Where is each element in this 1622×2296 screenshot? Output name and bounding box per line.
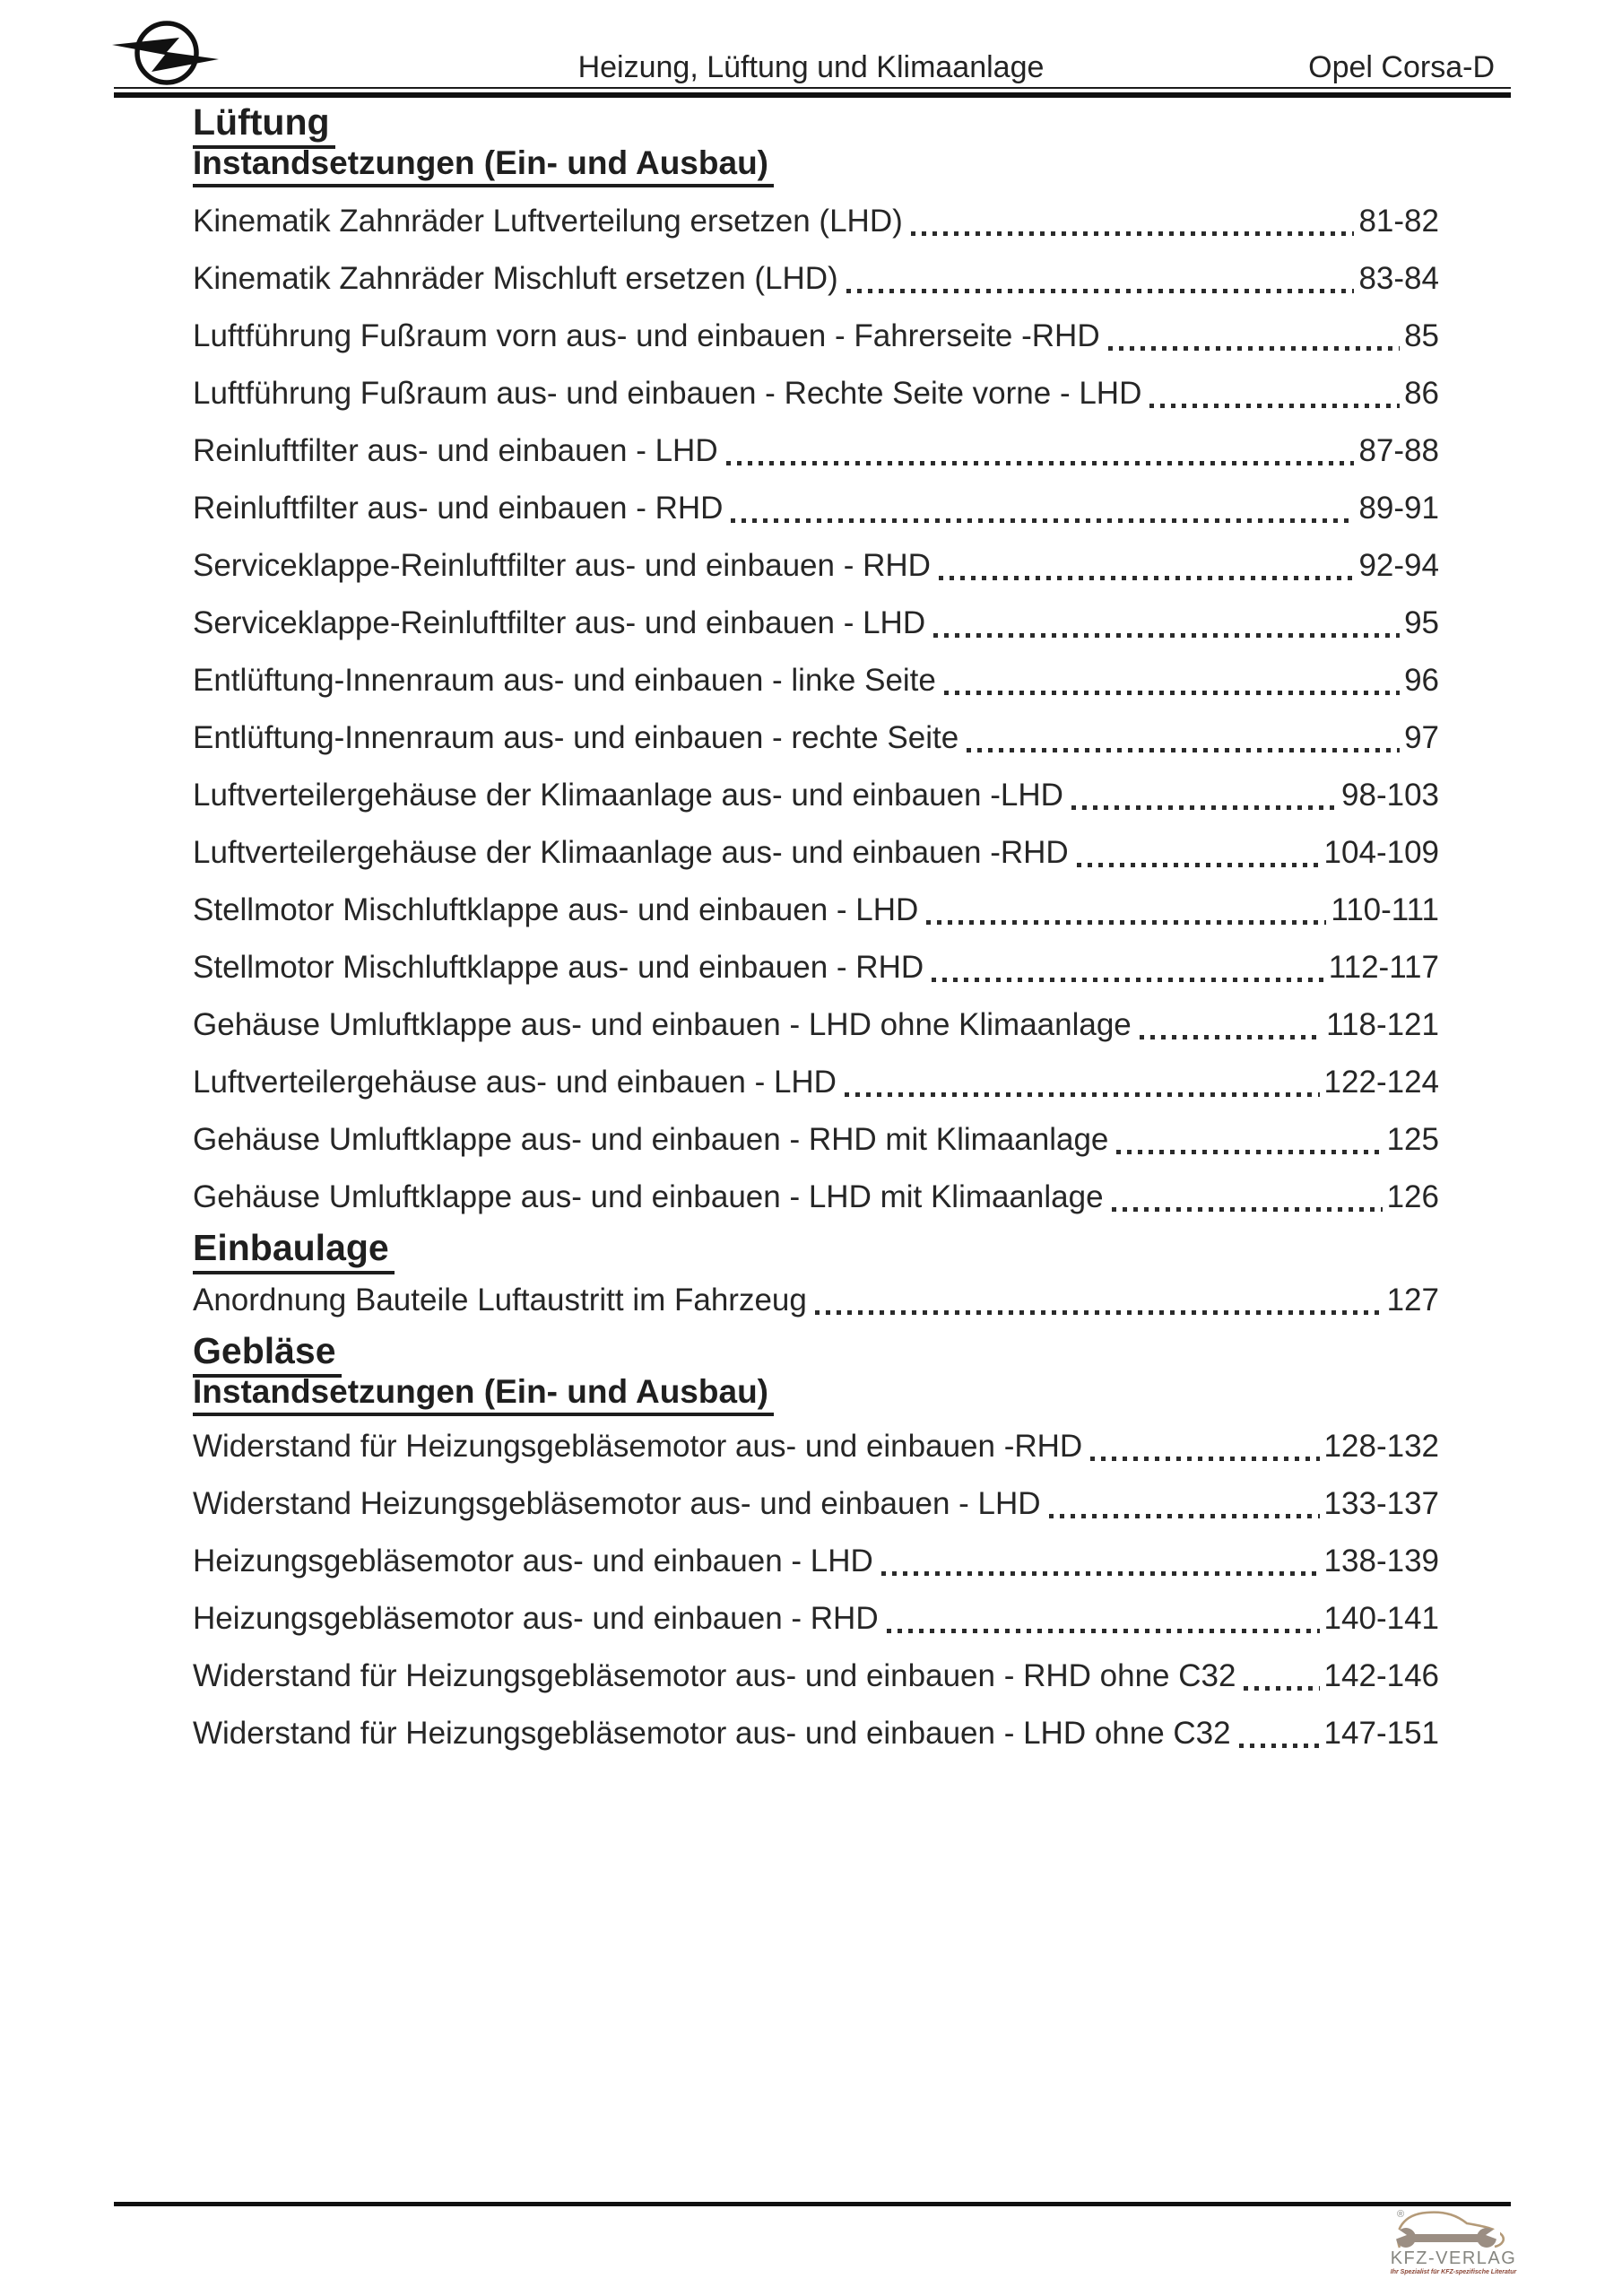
- toc-entry-pages: 126: [1386, 1179, 1439, 1214]
- toc-entry-pages: 127: [1386, 1283, 1439, 1318]
- toc-entry-title: Entlüftung-Innenraum aus- und einbauen - rechte Seite: [193, 720, 959, 755]
- dot-leader: [944, 691, 1400, 695]
- subsection-heading-text: Instandsetzungen (Ein- und Ausbau): [193, 144, 774, 187]
- toc-entry-title: Gehäuse Umluftklappe aus- und einbauen - LHD mit Klimaanlage: [193, 1179, 1104, 1214]
- dot-leader: [1244, 1686, 1319, 1691]
- header-chapter-title: Heizung, Lüftung und Klimaanlage: [577, 50, 1045, 84]
- dot-leader: [1071, 805, 1337, 810]
- toc-entry: [193, 1533, 1439, 1590]
- toc-entry: [193, 1648, 1439, 1705]
- dot-leader: [939, 576, 1355, 580]
- dot-leader: [1112, 1207, 1383, 1212]
- toc-entry-pages: 92-94: [1358, 548, 1439, 583]
- section-heading-einbaulage: [193, 1226, 1439, 1269]
- toc-entry-pages: 112-117: [1328, 950, 1439, 985]
- section-heading-text: Gebläse: [193, 1330, 342, 1378]
- toc-entry: [193, 1475, 1439, 1533]
- toc-entry: [193, 308, 1439, 365]
- toc-entry-title: Serviceklappe-Reinluftfilter aus- und einbauen - LHD: [193, 605, 926, 640]
- dot-leader: [1077, 863, 1320, 867]
- toc-entry-pages: 85: [1404, 318, 1439, 353]
- toc-entry-pages: 96: [1404, 663, 1439, 698]
- toc-list-lueftung: [193, 193, 1439, 1226]
- toc-entry: [193, 767, 1439, 824]
- dot-leader: [815, 1310, 1383, 1315]
- dot-leader: [926, 920, 1326, 925]
- toc-entry: [193, 193, 1439, 250]
- toc-entry-title: Kinematik Zahnräder Luftverteilung ersetzen (LHD): [193, 204, 903, 239]
- toc-entry-title: Widerstand Heizungsgebläsemotor aus- und einbauen - LHD: [193, 1486, 1041, 1521]
- dot-leader: [1140, 1035, 1322, 1039]
- dot-leader: [1239, 1744, 1320, 1748]
- toc-entry-title: Luftverteilergehäuse der Klimaanlage aus- und einbauen -RHD: [193, 835, 1069, 870]
- dot-leader: [1149, 404, 1400, 408]
- toc-entry-title: Gehäuse Umluftklappe aus- und einbauen - LHD ohne Klimaanlage: [193, 1007, 1132, 1042]
- toc-entry-pages: 118-121: [1326, 1007, 1439, 1042]
- toc-entry: [193, 365, 1439, 422]
- dot-leader: [881, 1571, 1320, 1576]
- toc-entry-pages: 97: [1404, 720, 1439, 755]
- toc-entry: [193, 1590, 1439, 1648]
- toc-entry-pages: 95: [1404, 605, 1439, 640]
- toc-entry: [193, 1418, 1439, 1475]
- registered-trademark-symbol: ®: [1397, 2209, 1405, 2220]
- toc-list-geblaese: [193, 1418, 1439, 1762]
- toc-entry-pages: 138-139: [1323, 1544, 1439, 1578]
- dot-leader: [846, 289, 1355, 293]
- toc-entry-title: Luftverteilergehäuse der Klimaanlage aus- und einbauen -LHD: [193, 778, 1063, 813]
- toc-entry-pages: 128-132: [1323, 1429, 1439, 1464]
- dot-leader: [887, 1629, 1320, 1633]
- toc-entry-title: Luftführung Fußraum vorn aus- und einbauen - Fahrerseite -RHD: [193, 318, 1100, 353]
- toc-entry-title: Entlüftung-Innenraum aus- und einbauen - linke Seite: [193, 663, 936, 698]
- section-heading-text: Lüftung: [193, 101, 335, 149]
- toc-entry-pages: 98-103: [1341, 778, 1439, 813]
- toc-entry-pages: 81-82: [1358, 204, 1439, 239]
- publisher-name: KFZ-VERLAG: [1390, 2248, 1517, 2268]
- dot-leader: [1108, 346, 1400, 351]
- toc-entry: [193, 1272, 1439, 1329]
- toc-entry: [193, 537, 1439, 595]
- toc-entry: [193, 1111, 1439, 1169]
- header-model-title: Opel Corsa-D: [1308, 50, 1495, 84]
- toc-entry-title: Widerstand für Heizungsgebläsemotor aus- und einbauen - RHD ohne C32: [193, 1658, 1236, 1693]
- toc-list-einbaulage: [193, 1272, 1439, 1329]
- toc-entry-pages: 142-146: [1323, 1658, 1439, 1693]
- toc-entry: [193, 824, 1439, 882]
- toc-entry: [193, 882, 1439, 939]
- toc-entry-pages: 147-151: [1323, 1716, 1439, 1751]
- toc-entry: [193, 480, 1439, 537]
- toc-entry: [193, 1705, 1439, 1762]
- toc-entry-pages: 86: [1404, 376, 1439, 411]
- toc-entry-pages: 133-137: [1323, 1486, 1439, 1521]
- dot-leader: [845, 1092, 1320, 1097]
- toc-entry-title: Heizungsgebläsemotor aus- und einbauen - RHD: [193, 1601, 879, 1636]
- toc-entry-title: Kinematik Zahnräder Mischluft ersetzen (LHD): [193, 261, 838, 296]
- toc-entry-title: Anordnung Bauteile Luftaustritt im Fahrzeug: [193, 1283, 807, 1318]
- toc-entry-title: Widerstand für Heizungsgebläsemotor aus- und einbauen - LHD ohne C32: [193, 1716, 1231, 1751]
- toc-entry-pages: 140-141: [1323, 1601, 1439, 1636]
- toc-entry: [193, 250, 1439, 308]
- dot-leader: [967, 748, 1400, 752]
- dot-leader: [933, 633, 1400, 638]
- toc-entry-title: Widerstand für Heizungsgebläsemotor aus- und einbauen -RHD: [193, 1429, 1083, 1464]
- toc-entry-title: Gehäuse Umluftklappe aus- und einbauen - RHD mit Klimaanlage: [193, 1122, 1109, 1157]
- publisher-slogan: Ihr Spezialist für KFZ-spezifische Literatur: [1390, 2269, 1517, 2275]
- toc-entry-title: Luftführung Fußraum aus- und einbauen - Rechte Seite vorne - LHD: [193, 376, 1142, 411]
- subsection-heading-instandsetzungen-2: [193, 1372, 1439, 1412]
- toc-entry-pages: 87-88: [1358, 433, 1439, 468]
- toc-entry: [193, 709, 1439, 767]
- toc-entry-title: Heizungsgebläsemotor aus- und einbauen - LHD: [193, 1544, 873, 1578]
- toc-entry: [193, 1169, 1439, 1226]
- toc-entry-pages: 89-91: [1358, 491, 1439, 526]
- toc-entry-title: Luftverteilergehäuse aus- und einbauen - LHD: [193, 1065, 837, 1100]
- toc-entry-title: Reinluftfilter aus- und einbauen - LHD: [193, 433, 718, 468]
- toc-entry-pages: 104-109: [1323, 835, 1439, 870]
- toc-entry-title: Stellmotor Mischluftklappe aus- und einbauen - LHD: [193, 892, 919, 927]
- subsection-heading-instandsetzungen-1: [193, 144, 1439, 183]
- dot-leader: [731, 518, 1354, 523]
- section-heading-geblaese: [193, 1329, 1439, 1372]
- toc-entry: [193, 422, 1439, 480]
- toc-entry: [193, 652, 1439, 709]
- toc-entry-pages: 110-111: [1331, 892, 1439, 927]
- toc-entry: [193, 1054, 1439, 1111]
- toc-entry-pages: 122-124: [1323, 1065, 1439, 1100]
- toc-entry: [193, 595, 1439, 652]
- section-heading-lueftung: [193, 100, 1439, 144]
- dot-leader: [932, 978, 1324, 982]
- dot-leader: [911, 231, 1355, 236]
- header-rule: [114, 87, 1511, 98]
- kfz-verlag-logo: [1390, 2207, 1517, 2276]
- toc-entry-pages: 125: [1386, 1122, 1439, 1157]
- toc-entry: [193, 939, 1439, 996]
- section-heading-text: Einbaulage: [193, 1227, 395, 1274]
- car-wrench-icon: [1390, 2207, 1517, 2250]
- dot-leader: [726, 461, 1355, 465]
- dot-leader: [1049, 1514, 1320, 1518]
- toc-entry-title: Serviceklappe-Reinluftfilter aus- und einbauen - RHD: [193, 548, 931, 583]
- toc-entry-title: Stellmotor Mischluftklappe aus- und einbauen - RHD: [193, 950, 924, 985]
- toc-entry-title: Reinluftfilter aus- und einbauen - RHD: [193, 491, 724, 526]
- footer-rule: [114, 2202, 1511, 2206]
- toc-entry: [193, 996, 1439, 1054]
- subsection-heading-text: Instandsetzungen (Ein- und Ausbau): [193, 1373, 774, 1416]
- toc-content: [193, 100, 1439, 1762]
- toc-entry-pages: 83-84: [1358, 261, 1439, 296]
- page-header: [0, 0, 1622, 100]
- dot-leader: [1116, 1150, 1382, 1154]
- dot-leader: [1090, 1457, 1319, 1461]
